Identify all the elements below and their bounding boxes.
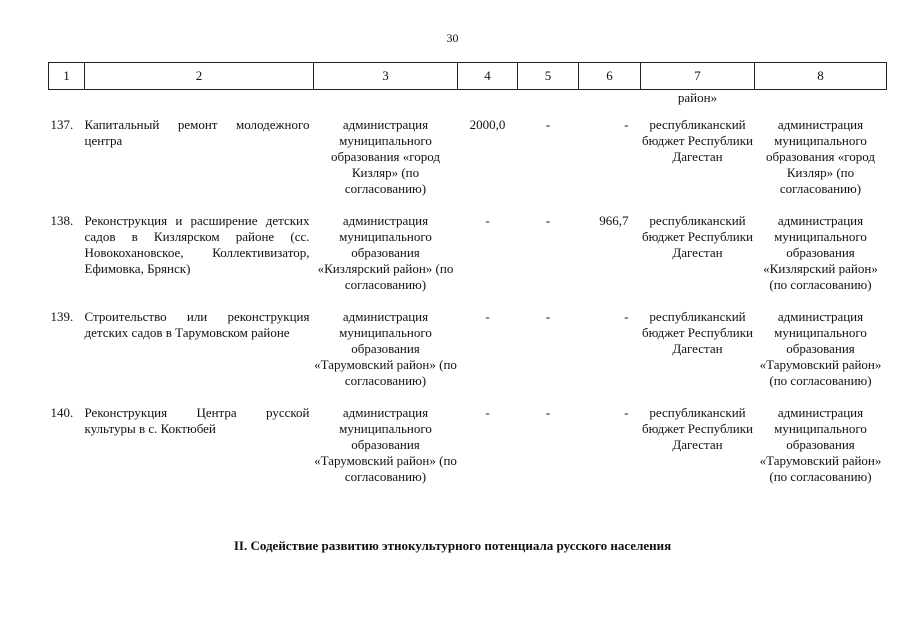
- executor: администрация муниципального образования «Тарумовский район» (по согласованию): [314, 309, 457, 388]
- row-number: 138.: [50, 213, 74, 228]
- executor: администрация муниципального образования «Кизлярский район» (по согласованию): [317, 213, 454, 292]
- value-col5: -: [545, 405, 551, 420]
- measure-name: Капитальный ремонт молодежного центра: [84, 117, 310, 148]
- funding-source: республиканский бюджет Республики Дагестан: [641, 309, 753, 356]
- col-header-5: 5: [518, 63, 579, 90]
- table-row: [49, 117, 887, 213]
- measure-name: Строительство или реконструкция детских садов в Тарумовском районе: [84, 309, 310, 340]
- col-header-4: 4: [458, 63, 518, 90]
- page-number: 30: [446, 31, 459, 45]
- funding-source: республиканский бюджет Республики Дагестан: [641, 213, 753, 260]
- measure-name: Реконструкция Центра русской культуры в с. Коктюбей: [84, 405, 310, 436]
- funding-source: республиканский бюджет Республики Дагестан: [641, 117, 753, 164]
- row-number: 139.: [50, 309, 74, 324]
- funding-source: республиканский бюджет Республики Дагестан: [641, 405, 753, 452]
- customer: администрация муниципального образования «Тарумовский район» (по согласованию): [759, 309, 882, 388]
- row-number: 140.: [50, 405, 74, 420]
- col-header-8: 8: [755, 63, 887, 90]
- customer: администрация муниципального образования «город Кизляр» (по согласованию): [765, 117, 876, 196]
- customer: администрация муниципального образования «Тарумовский район» (по согласованию): [759, 405, 882, 484]
- executor: администрация муниципального образования «Тарумовский район» (по согласованию): [314, 405, 457, 484]
- col-header-1: 1: [49, 63, 85, 90]
- value-col4: -: [485, 309, 490, 324]
- section-heading: II. Содействие развитию этнокультурного потенциала русского населения: [233, 538, 672, 553]
- col-header-7: 7: [641, 63, 755, 90]
- table-row: [49, 405, 887, 501]
- value-col6: -: [624, 309, 629, 324]
- value-col5: -: [545, 117, 551, 132]
- value-col6: 966,7: [599, 213, 629, 228]
- program-table: [48, 62, 887, 501]
- value-col4: -: [485, 213, 490, 228]
- col-header-6: 6: [579, 63, 641, 90]
- table-row: [49, 213, 887, 309]
- measure-name: Реконструкция и расширение детских садов в Кизлярском районе (сс. Новокохановское, Коллективизатор, Ефимовка, Брянск): [84, 213, 310, 276]
- row-number: 137.: [50, 117, 74, 132]
- value-col5: -: [545, 309, 551, 324]
- continuation-text: район»: [677, 90, 718, 105]
- col-header-2: 2: [85, 63, 314, 90]
- col-header-3: 3: [314, 63, 458, 90]
- column-number-header: [49, 63, 887, 90]
- executor: администрация муниципального образования «город Кизляр» (по согласованию): [330, 117, 441, 196]
- value-col6: -: [624, 405, 629, 420]
- value-col6: -: [624, 117, 629, 132]
- customer: администрация муниципального образования «Кизлярский район» (по согласованию): [763, 213, 878, 292]
- value-col4: -: [485, 405, 490, 420]
- continuation-row: [49, 90, 887, 118]
- value-col4: 2000,0: [469, 117, 506, 132]
- table-row: [49, 309, 887, 405]
- value-col5: -: [545, 213, 551, 228]
